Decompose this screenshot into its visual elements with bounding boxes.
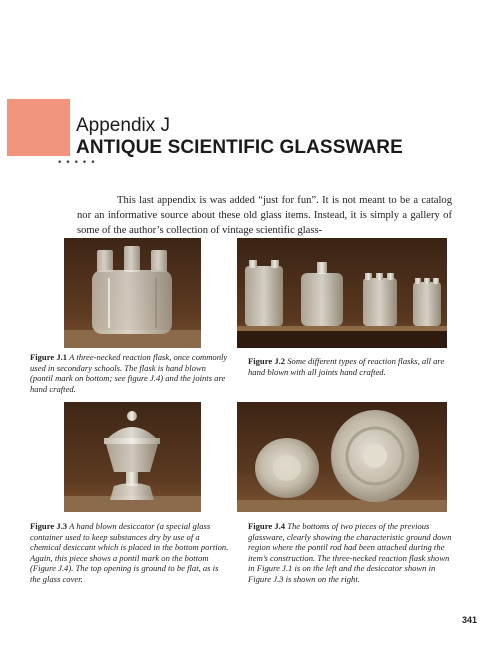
figure-label: Figure J.3	[30, 521, 68, 531]
photo-glass-bottoms	[237, 402, 447, 512]
appendix-label: Appendix J	[76, 115, 171, 136]
photo-three-necked-flask	[64, 238, 201, 348]
figure-label: Figure J.4	[248, 521, 286, 531]
figure-text: The bottoms of two pieces of the previous glassware, clearly showing the characteristic ground down region where the pontil rod had been attached during the item’s construction. The three-necked reaction flask shown in Figure J.1 is on the left and the desiccator shown in Figure J.3 is shown on the right.	[248, 521, 452, 584]
caption-figure-j4	[248, 521, 453, 584]
caption-figure-j1	[30, 352, 230, 394]
photo-reaction-flasks	[237, 238, 447, 348]
figure-text: A hand blown desiccator (a special glass container used to keep substances dry by use of a chemical desiccant which is placed in the bottom portion. Again, this piece shows a pontil mark on the bottom (Figure J.4). The top opening is ground to be flat, as is the glass cover.	[30, 521, 229, 584]
caption-figure-j3	[30, 521, 230, 584]
figure-text: Some different types of reaction flasks, all are hand blown with all joints hand crafted.	[248, 356, 445, 377]
intro-paragraph: This last appendix is was added “just for fun”. It is not meant to be a catalog nor an informative source about these old glass items. Instead, it is simply a gallery of some of the author’s collection of vintage scientific glass-	[77, 195, 452, 236]
photo-desiccator	[64, 402, 201, 512]
page-number: 341	[461, 615, 477, 625]
figure-text: A three-necked reaction flask, once commonly used in secondary schools. The flask is hand blown (pontil mark on bottom; see figure J.4) and the joints are hand crafted.	[30, 352, 228, 394]
figure-label: Figure J.2	[248, 356, 286, 366]
decorative-dots: •••••	[57, 158, 99, 168]
appendix-heading	[76, 115, 403, 159]
caption-figure-j2	[248, 356, 453, 377]
title-accent-block	[7, 99, 70, 156]
appendix-title: ANTIQUE SCIENTIFIC GLASSWARE	[76, 137, 403, 158]
figure-label: Figure J.1	[30, 352, 68, 362]
